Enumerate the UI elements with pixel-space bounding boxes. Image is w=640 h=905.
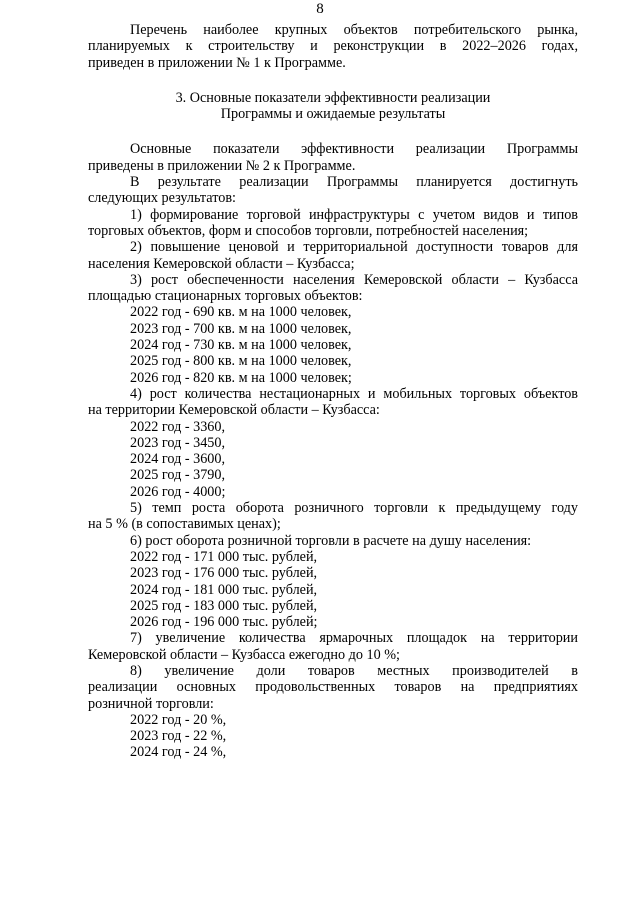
text-line: В результате реализации Программы планируется достигнуть [130,174,578,191]
text-line: приведены в приложении № 2 к Программе. [88,157,356,174]
text-line: Основные показатели эффективности реализации Программы [130,141,578,158]
text-line: 7) увеличение количества ярмарочных площадок на территории [130,630,578,647]
result-2 [88,239,578,272]
text-line: населения Кемеровской области – Кузбасса; [88,255,355,272]
text-line: 5) темп роста оборота розничного торговли к предыдущему году [130,500,578,517]
list-item: 2026 год - 820 кв. м на 1000 человек; [130,369,352,386]
text-line: 8) увеличение доли товаров местных производителей в [130,662,578,679]
result-4 [88,386,578,500]
list-item: 2025 год - 183 000 тыс. рублей, [130,597,318,614]
text-line: планируемых к строительству и реконструкции в 2022–2026 годах, [88,38,578,55]
list-item: 2022 год - 171 000 тыс. рублей, [130,548,318,565]
text-line: 1) формирование торговой инфраструктуры с учетом видов и типов [130,206,578,223]
text-line: торговых объектов, форм и способов торговли, потребностей населения; [88,222,529,239]
paragraph-indicators [88,141,578,174]
list-item: 2026 год - 4000; [130,483,226,500]
list-item: 2026 год - 196 000 тыс. рублей; [130,614,318,631]
list-item: 2022 год - 690 кв. м на 1000 человек, [130,304,352,321]
list-item: 2023 год - 22 %, [130,728,227,745]
list-item: 2022 год - 3360, [130,418,226,435]
text-line: 2) повышение ценовой и территориальной доступности товаров для [130,239,578,256]
text-line: площадью стационарных торговых объектов: [88,288,363,305]
result-6 [88,533,578,631]
text-line: 6) рост оборота розничной торговли в расчете на душу населения: [130,532,532,549]
text-line: Перечень наиболее крупных объектов потребительского рынка, [130,22,578,38]
text-line: Кемеровской области – Кузбасса ежегодно до 10 %; [88,646,400,663]
result-1 [88,207,578,240]
result-7 [88,630,578,663]
page-number: 8 [316,1,324,17]
text-line: 3) рост обеспеченности населения Кемеровской области – Кузбасса [130,271,578,288]
list-item: 2024 год - 181 000 тыс. рублей, [130,581,318,598]
list-item: 2023 год - 176 000 тыс. рублей, [130,565,318,582]
list-item: 2025 год - 800 кв. м на 1000 человек, [130,353,352,370]
text-line: реализации основных продовольственных товаров на предприятиях [88,679,578,696]
text-line: розничной торговли: [88,695,214,712]
list-item: 2025 год - 3790, [130,467,226,484]
paragraph-results [88,174,578,207]
intro-paragraph [88,22,578,71]
list-item: 2024 год - 730 кв. м на 1000 человек, [130,337,352,354]
heading-line: 3. Основные показатели эффективности реализации [175,89,491,106]
text-line: на территории Кемеровской области – Кузбасса: [88,402,380,419]
text-line: приведен в приложении № 1 к Программе. [88,54,346,71]
result-5 [88,500,578,533]
list-item: 2024 год - 3600, [130,451,226,468]
page-content [88,22,578,761]
list-item: 2024 год - 24 %, [130,744,227,761]
text-line: 4) рост количества нестационарных и мобильных торговых объектов [130,385,578,402]
text-line: на 5 % (в сопоставимых ценах); [88,516,281,533]
section-heading [88,90,578,123]
heading-line: Программы и ожидаемые результаты [220,106,446,123]
list-item: 2023 год - 3450, [130,434,226,451]
list-item: 2022 год - 20 %, [130,711,227,728]
list-item: 2023 год - 700 кв. м на 1000 человек, [130,320,352,337]
result-8 [88,663,578,761]
result-3 [88,272,578,386]
text-line: следующих результатов: [88,190,236,207]
